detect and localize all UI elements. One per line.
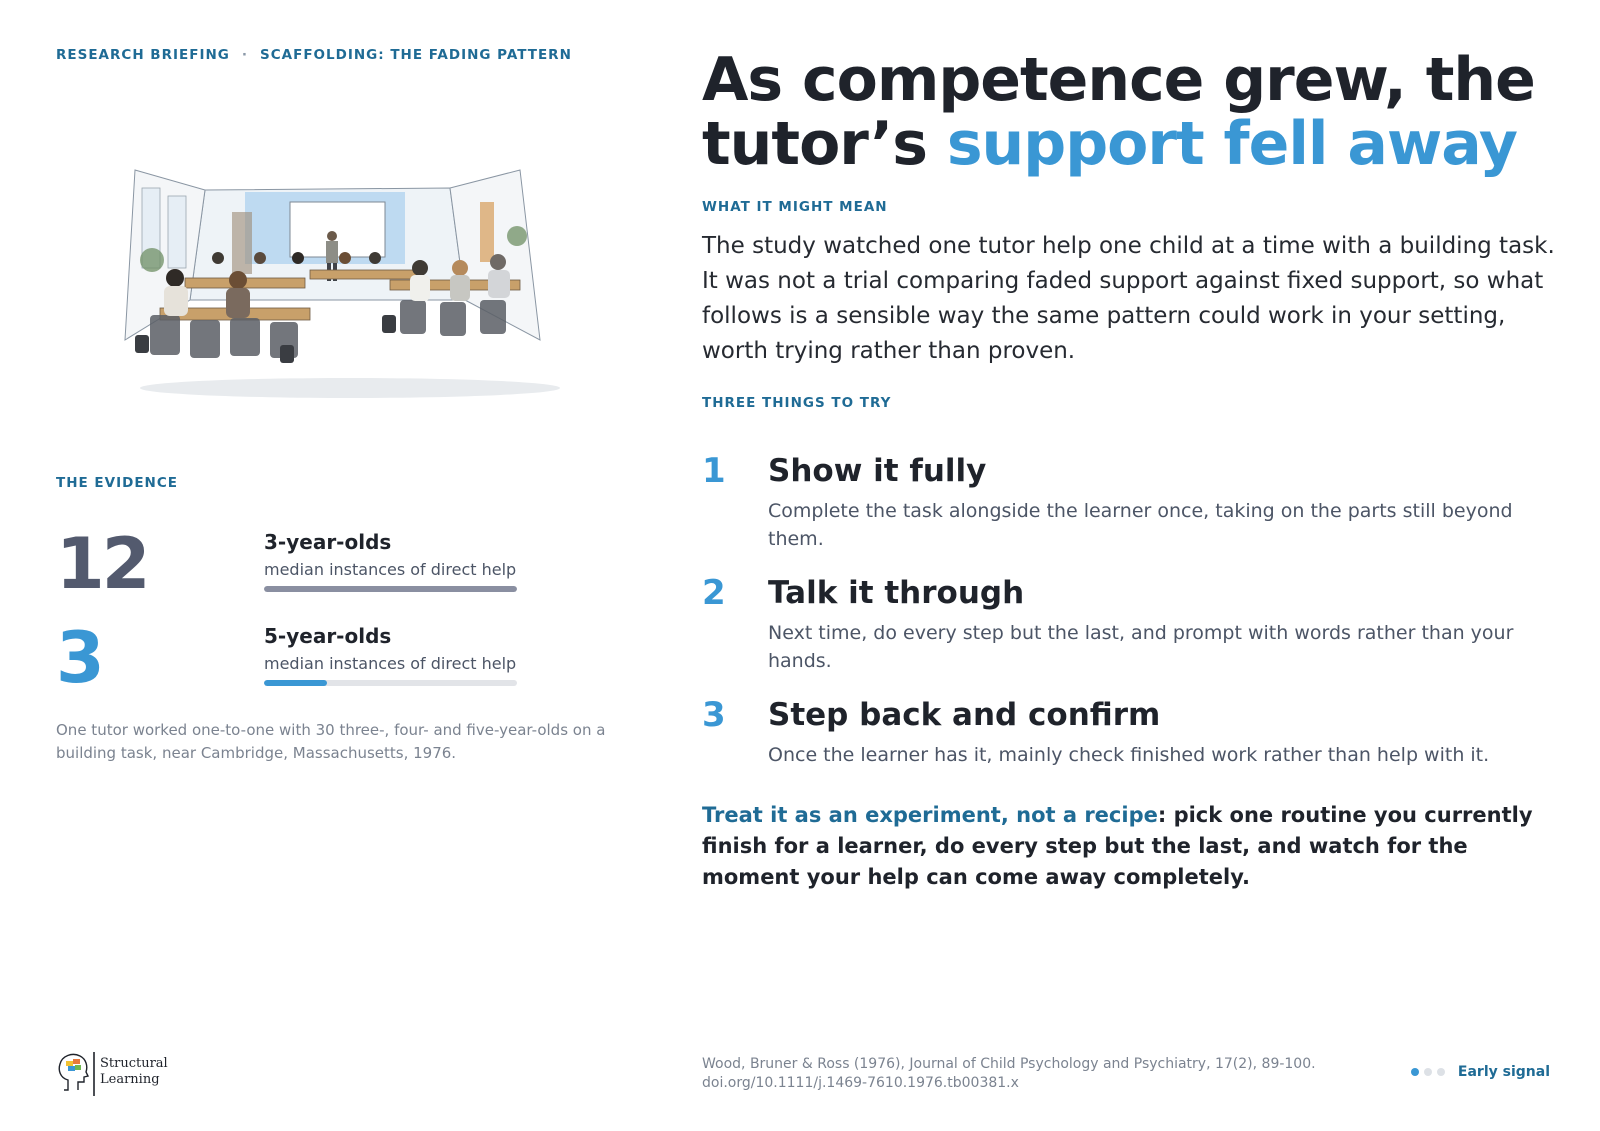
stat-description: median instances of direct help [264,654,517,673]
stat-row [56,524,526,614]
stat-bar-track [264,586,517,592]
page-headline [702,45,1582,179]
step-number: 1 [702,451,726,491]
stat-value: 12 [56,523,148,605]
stat-group: 5-year-olds [264,624,392,648]
headline-accent: support fell away [946,109,1518,179]
classroom-illustration [120,150,580,405]
stat-row [56,618,526,708]
evidence-note: One tutor worked one-to-one with 30 three-, four- and five-year-olds on a building task, near Cambridge, Massachusetts, 1976. [56,721,606,762]
try-label: THREE THINGS TO TRY [702,395,892,411]
kicker-separator: · [241,47,249,63]
step-title: Talk it through [768,575,1025,611]
step-title: Step back and confirm [768,697,1161,733]
meaning-label: WHAT IT MIGHT MEAN [702,199,888,215]
step-text: Once the learner has it, mainly check finished work rather than help with it. [768,744,1490,766]
strength-dot [1437,1068,1445,1076]
citation-doi: doi.org/10.1111/j.1469-7610.1976.tb00381.x [702,1075,1019,1091]
cta-text: : pick one routine you currently finish for a learner, do every step but the last, and watch for the moment your help can come away completely. [702,803,1533,889]
logo-line-2: Learning [100,1072,160,1087]
briefing-kicker [56,47,572,63]
evidence-strength-indicator [1411,1064,1550,1080]
strength-label: Early signal [1457,1064,1550,1080]
strength-dot [1424,1068,1432,1076]
headline-text: As competence grew, the tutor’s [702,45,1535,179]
logo-wordmark [100,1056,168,1088]
call-to-action [702,800,1552,893]
step-title: Show it fully [768,453,987,489]
stat-value: 3 [56,617,102,699]
briefing-category: RESEARCH BRIEFING [56,47,230,63]
evidence-label: THE EVIDENCE [56,475,178,491]
step-text: Next time, do every step but the last, and prompt with words rather than your hands. [768,622,1514,672]
logo-line-1: Structural [100,1056,168,1071]
step-number: 2 [702,573,726,613]
meaning-text: The study watched one tutor help one child at a time with a building task. It was not a trial comparing faded support against fixed support, so what follows is a sensible way the same pattern could work in your setting, worth trying rather than proven. [702,233,1555,364]
citation [702,1055,1402,1093]
step-number: 3 [702,695,726,735]
citation-reference: Wood, Bruner & Ross (1976), Journal of Child Psychology and Psychiatry, 17(2), 89-100. [702,1056,1316,1072]
stat-description: median instances of direct help [264,560,517,579]
stat-bar-fill [264,586,517,592]
briefing-topic: SCAFFOLDING: THE FADING PATTERN [260,47,572,63]
stat-group: 3-year-olds [264,530,392,554]
stat-bar-fill [264,680,327,686]
step-text: Complete the task alongside the learner once, taking on the parts still beyond them. [768,500,1513,550]
cta-lead: Treat it as an experiment, not a recipe [702,803,1158,827]
strength-dot [1411,1068,1419,1076]
stat-bar-track [264,680,517,686]
